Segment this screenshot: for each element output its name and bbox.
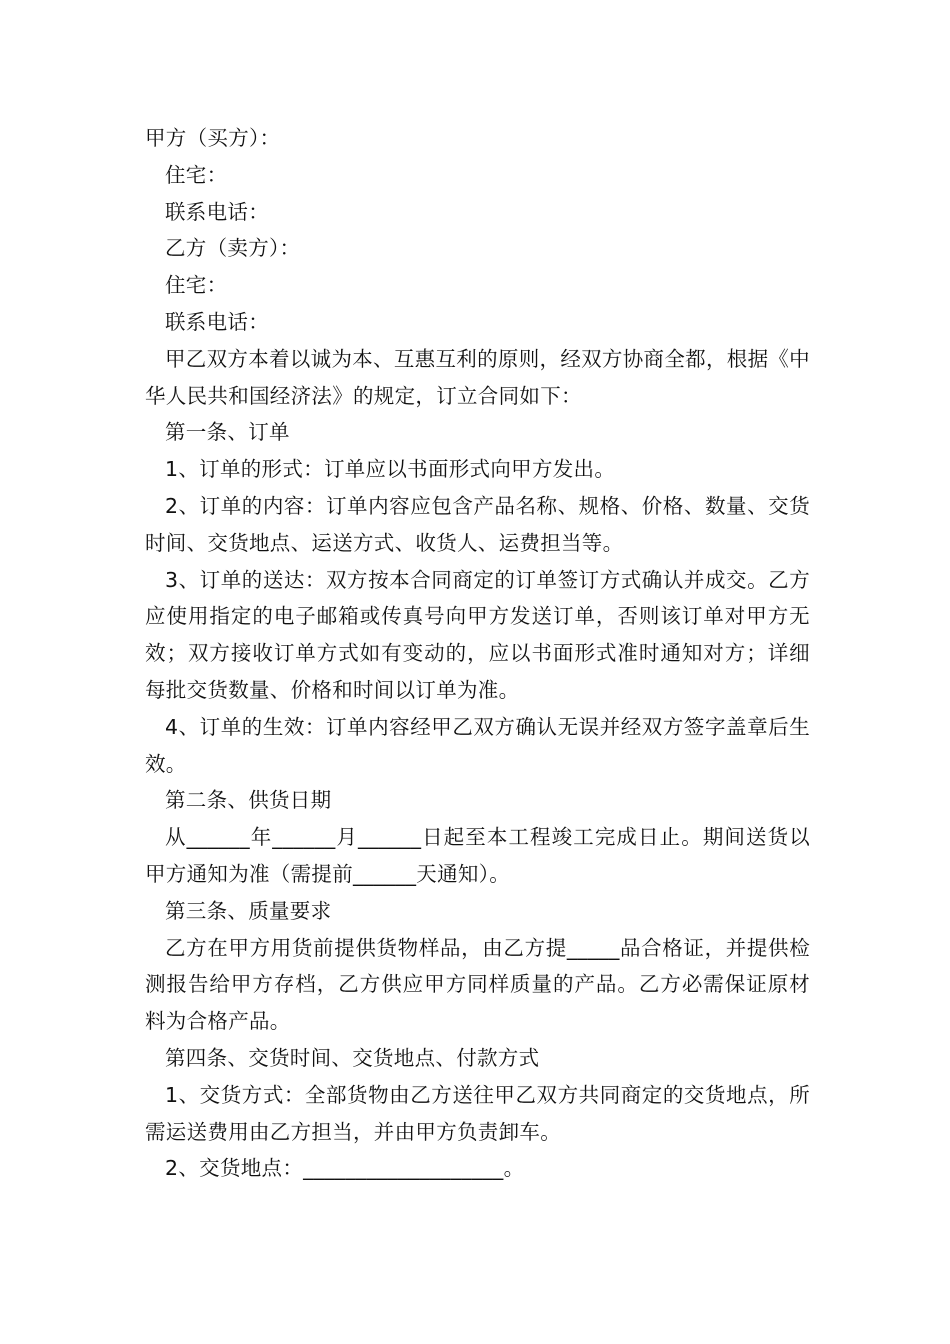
contract-document xyxy=(145,120,810,1187)
article-3-body: 乙方在甲方用货前提供货物样品，由乙方提_____品合格证，并提供检测报告给甲方存档，乙方供应甲方同样质量的产品。乙方必需保证原材料为合格产品。 xyxy=(145,935,810,1034)
article-1-item-1: 1、订单的形式：订单应以书面形式向甲方发出。 xyxy=(165,457,616,482)
article-4-item-1: 1、交货方式：全部货物由乙方送往甲乙双方共同商定的交货地点，所需运送费用由乙方担当，并由甲方负责卸车。 xyxy=(145,1082,810,1144)
article-1-item-4: 4、订单的生效：订单内容经甲乙双方确认无误并经双方签字盖章后生效。 xyxy=(145,714,810,776)
article-2-body: 从______年______月______日起至本工程竣工完成日止。期间送货以甲方通知为准（需提前______天通知）。 xyxy=(145,825,810,886)
party-b-phone: 联系电话： xyxy=(165,309,269,334)
article-1-title: 第一条、订单 xyxy=(165,420,290,445)
party-a-address: 住宅： xyxy=(165,162,228,187)
party-b-label: 乙方（卖方）： xyxy=(165,236,301,261)
article-4-title: 第四条、交货时间、交货地点、付款方式 xyxy=(165,1045,540,1070)
party-a-label: 甲方（买方）： xyxy=(145,126,281,150)
article-1-item-3: 3、订单的送达：双方按本合同商定的订单签订方式确认并成交。乙方应使用指定的电子邮箱或传真号向甲方发送订单，否则该订单对甲方无效；双方接收订单方式如有变动的，应以书面形式准时通知对方；详细每批交货数量、价格和时间以订单为准。 xyxy=(145,567,810,702)
preamble-paragraph: 甲乙双方本着以诚为本、互惠互利的原则，经双方协商全都，根据《中华人民共和国经济法》的规定，订立合同如下： xyxy=(145,346,810,408)
article-3-title: 第三条、质量要求 xyxy=(165,898,332,923)
party-b-address: 住宅： xyxy=(165,273,228,298)
party-a-phone: 联系电话： xyxy=(165,199,269,224)
article-1-item-2: 2、订单的内容：订单内容应包含产品名称、规格、价格、数量、交货时间、交货地点、运送方式、收货人、运费担当等。 xyxy=(145,493,810,555)
article-2-title: 第二条、供货日期 xyxy=(165,788,332,813)
article-4-item-2: 2、交货地点：___________________。 xyxy=(165,1156,525,1181)
